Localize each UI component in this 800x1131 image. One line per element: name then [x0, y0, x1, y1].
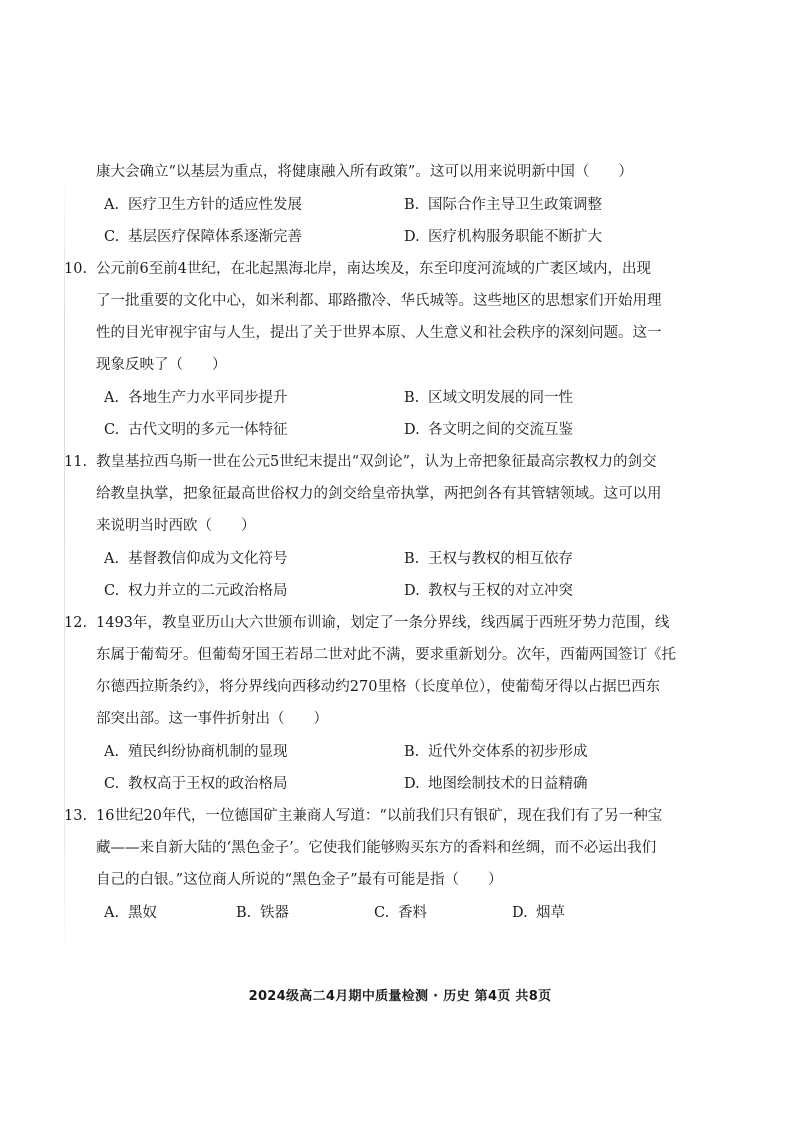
option-letter: B.: [236, 905, 252, 921]
option-letter: C.: [374, 905, 390, 921]
option-text: 殖民纠纷协商机制的显现: [128, 744, 288, 760]
question-number: 13.: [64, 808, 88, 824]
option-d: [396, 575, 696, 607]
option-letter: A.: [104, 390, 120, 406]
option-b: [396, 382, 696, 414]
option-text: 烟草: [536, 905, 565, 921]
option-text: 各地生产力水平同步提升: [128, 390, 288, 406]
question-11: [64, 446, 696, 607]
option-text: 地图绘制技术的日益精确: [428, 776, 588, 792]
question-9-tail: [96, 156, 696, 253]
question-text-line: 性的目光审视宇宙与人生，提出了关于世界本原、人生意义和社会秩序的深刻问题。这一: [96, 325, 662, 341]
option-a: [96, 543, 396, 575]
option-c: [366, 897, 504, 929]
question-number: 12.: [64, 615, 88, 631]
option-a: [96, 189, 396, 221]
option-text: 王权与教权的相互依存: [428, 551, 573, 567]
option-a: [96, 382, 396, 414]
option-letter: A.: [104, 905, 120, 921]
option-text: 黑奴: [128, 905, 157, 921]
option-text: 基层医疗保障体系逐渐完善: [128, 229, 302, 245]
question-text-line: 给教皇执掌，把象征最高世俗权力的剑交给皇帝执掌，两把剑各有其管辖领域。这可以用: [96, 486, 662, 502]
option-list: [96, 897, 696, 929]
option-letter: A.: [104, 744, 120, 760]
option-text: 铁器: [260, 905, 289, 921]
scan-margin-line: [64, 170, 65, 970]
option-letter: D.: [404, 776, 420, 792]
question-number: 10.: [64, 261, 88, 277]
option-b: [396, 543, 696, 575]
option-letter: D.: [404, 583, 420, 599]
option-d: [504, 897, 696, 929]
option-text: 古代文明的多元一体特征: [128, 422, 288, 438]
option-text: 国际合作主导卫生政策调整: [428, 197, 602, 213]
option-letter: D.: [404, 422, 420, 438]
option-d: [396, 768, 696, 800]
option-letter: D.: [404, 229, 420, 245]
option-letter: A.: [104, 551, 120, 567]
option-letter: B.: [404, 551, 420, 567]
option-text: 教权与王权的对立冲突: [428, 583, 573, 599]
question-text-line: 现象反映了（ ）: [96, 357, 227, 373]
option-text: 医疗机构服务职能不断扩大: [428, 229, 602, 245]
option-letter: C.: [104, 776, 120, 792]
option-c: [96, 575, 396, 607]
option-list: [96, 736, 696, 800]
question-text-line: 公元前6至前4世纪，在北起黑海北岸，南达埃及，东至印度河流域的广袤区域内，出现: [96, 261, 651, 277]
question-10: [64, 253, 696, 446]
option-d: [396, 221, 696, 253]
question-text-line: 部突出部。这一事件折射出（ ）: [96, 711, 328, 727]
option-list: [96, 543, 696, 607]
option-list: [96, 382, 696, 446]
option-letter: A.: [104, 197, 120, 213]
option-b: [396, 736, 696, 768]
question-text-line: 尔德西拉斯条约》，将分界线向西移动约270里格（长度单位），使葡萄牙得以占据巴西东: [96, 679, 661, 695]
option-text: 香料: [398, 905, 427, 921]
page-footer: 2024级高二4月期中质量检测 · 历史 第4页 共8页: [248, 989, 552, 1004]
option-letter: C.: [104, 229, 120, 245]
question-text-line: 康大会确立“以基层为重点，将健康融入所有政策”。这可以用来说明新中国（ ）: [96, 164, 633, 180]
option-letter: D.: [512, 905, 528, 921]
option-a: [96, 897, 228, 929]
option-text: 各文明之间的交流互鉴: [428, 422, 573, 438]
option-c: [96, 221, 396, 253]
option-c: [96, 768, 396, 800]
option-a: [96, 736, 396, 768]
option-text: 医疗卫生方针的适应性发展: [128, 197, 302, 213]
option-text: 基督教信仰成为文化符号: [128, 551, 288, 567]
option-list: [96, 189, 696, 253]
option-text: 近代外交体系的初步形成: [428, 744, 588, 760]
question-text-line: 来说明当时西欧（ ）: [96, 518, 256, 534]
option-letter: B.: [404, 744, 420, 760]
option-b: [396, 189, 696, 221]
page-content: [64, 156, 696, 929]
question-text-line: 了一批重要的文化中心，如米利都、耶路撒冷、华氏城等。这些地区的思想家们开始用理: [96, 293, 662, 309]
option-text: 教权高于王权的政治格局: [128, 776, 288, 792]
question-text-line: 16世纪20年代，一位德国矿主兼商人写道：“以前我们只有银矿，现在我们有了另一种宝: [96, 808, 663, 824]
question-text-line: 自己的白银。”这位商人所说的“黑色金子”最有可能是指（ ）: [96, 872, 503, 888]
question-text-line: 教皇基拉西乌斯一世在公元5世纪末提出“双剑论”，认为上帝把象征最高宗教权力的剑交: [96, 454, 657, 470]
question-13: [64, 800, 696, 929]
question-12: [64, 607, 696, 800]
option-letter: C.: [104, 583, 120, 599]
option-letter: B.: [404, 197, 420, 213]
option-c: [96, 414, 396, 446]
option-letter: C.: [104, 422, 120, 438]
question-text-line: 东属于葡萄牙。但葡萄牙国王若昂二世对此不满，要求重新划分。次年，西葡两国签订《托: [96, 647, 676, 663]
question-text-line: 1493年，教皇亚历山大六世颁布训谕，划定了一条分界线，线西属于西班牙势力范围，线: [96, 615, 670, 631]
question-text-line: 藏——来自新大陆的‘黑色金子’。它使我们能够购买东方的香料和丝绸，而不必运出我们: [96, 840, 657, 856]
question-number: 11.: [64, 454, 88, 470]
option-b: [228, 897, 366, 929]
option-text: 区域文明发展的同一性: [428, 390, 573, 406]
option-text: 权力并立的二元政治格局: [128, 583, 288, 599]
option-d: [396, 414, 696, 446]
option-letter: B.: [404, 390, 420, 406]
